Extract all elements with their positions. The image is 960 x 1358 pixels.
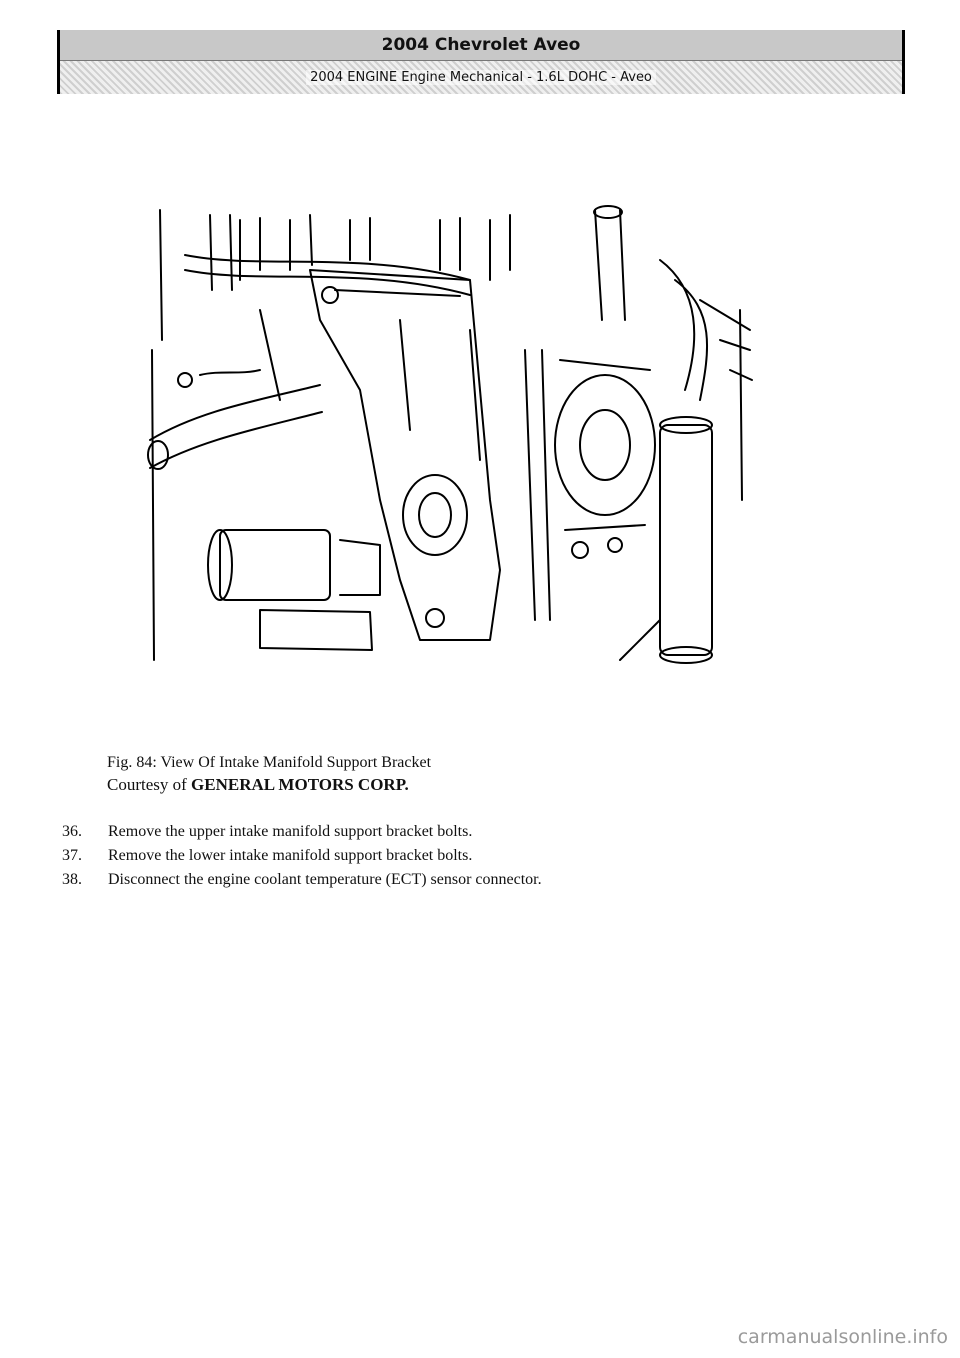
step-text: Disconnect the engine coolant temperature (ECT) sensor connector. (108, 871, 542, 888)
step-number: 37. (62, 847, 82, 864)
watermark-link[interactable]: carmanualsonline.info (737, 1326, 948, 1348)
figure-caption-title: Fig. 84: View Of Intake Manifold Support Bracket (107, 754, 432, 771)
document-header (57, 30, 905, 94)
header-subtitle-bar (60, 61, 902, 94)
step-text: Remove the lower intake manifold support bracket bolts. (108, 847, 473, 864)
courtesy-name: GENERAL MOTORS CORP. (191, 775, 409, 794)
courtesy-prefix: Courtesy of (107, 775, 192, 794)
list-item (62, 868, 542, 892)
list-item (62, 820, 542, 844)
step-number: 38. (62, 871, 82, 888)
figure-caption (107, 752, 431, 796)
figure-courtesy (107, 774, 431, 796)
header-title: 2004 Chevrolet Aveo (60, 30, 902, 61)
header-subtitle: 2004 ENGINE Engine Mechanical - 1.6L DOHC - Aveo (306, 70, 656, 85)
engine-illustration (140, 200, 760, 670)
step-number: 36. (62, 823, 82, 840)
list-item (62, 844, 542, 868)
step-text: Remove the upper intake manifold support bracket bolts. (108, 823, 473, 840)
procedure-steps (62, 820, 542, 892)
